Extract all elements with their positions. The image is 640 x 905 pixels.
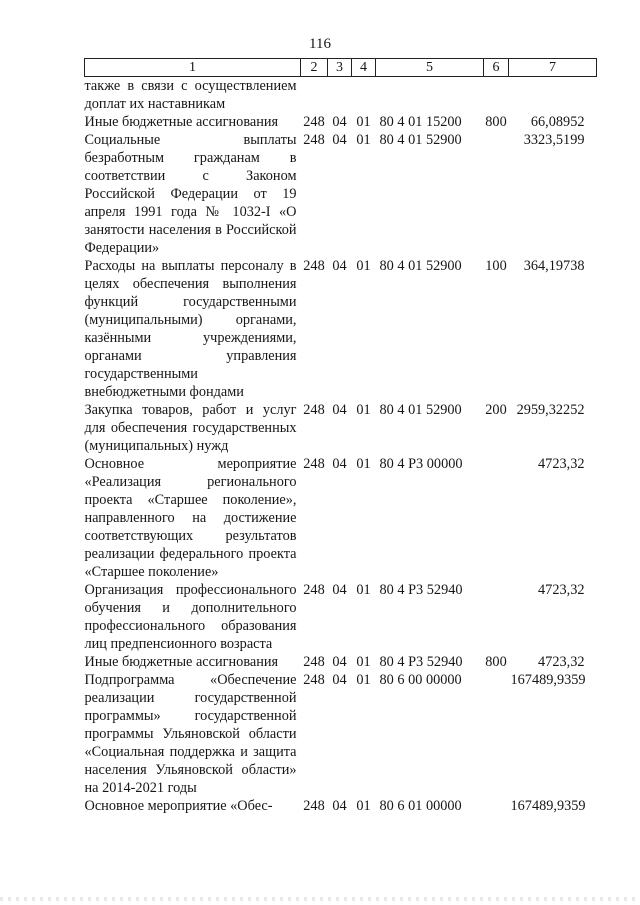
row-admin-code: 248 (303, 582, 325, 598)
row-subsection: 01 (356, 582, 371, 598)
row-section: 04 (332, 402, 347, 418)
row-name: Организация профессионального обучения и дополнительного профессионального образования лиц предпенсионного возраста (84, 582, 297, 652)
row-target-code: 80 4 01 52900 (379, 132, 462, 148)
row-name: Социальные выплаты безработным гражданам в соответствии с Законом Российской Федерации от 19 апреля 1991 года № 1032-I «О занятости населения в Российской Федерации» (84, 132, 297, 256)
row-admin-code: 248 (303, 258, 325, 274)
row-name: Иные бюджетные ассигнования (84, 114, 279, 130)
row-name: Подпрограмма «Обеспечение реализации государственной программы» государственной программы Ульяновской области «Социальная поддержка и защита населения Ульяновской области» на 2014-2021 годы (84, 672, 297, 796)
row-name: Основное мероприятие «Обес- (84, 798, 273, 814)
column-header-4: 4 (352, 59, 376, 77)
row-section: 04 (332, 114, 347, 130)
row-target-code: 80 4 Р3 52940 (379, 582, 463, 598)
table-row (85, 401, 597, 455)
row-expense-type (484, 455, 509, 581)
row-target-code (376, 77, 484, 114)
row-amount: 3323,5199 (523, 132, 585, 148)
row-name: также в связи с осуществлением доплат их наставникам (84, 78, 297, 112)
column-header-7: 7 (509, 59, 597, 77)
row-section: 04 (332, 654, 347, 670)
table-row (85, 77, 597, 114)
row-admin-code: 248 (303, 672, 325, 688)
row-expense-type: 800 (485, 114, 507, 130)
row-section: 04 (332, 672, 347, 688)
row-target-code: 80 4 01 52900 (379, 258, 462, 274)
row-target-code: 80 4 01 15200 (379, 114, 462, 130)
row-target-code: 80 4 Р3 00000 (379, 456, 463, 472)
table-row (85, 257, 597, 401)
table-row (85, 671, 597, 797)
table-header (85, 59, 597, 77)
row-admin-code: 248 (303, 114, 325, 130)
row-subsection: 01 (356, 402, 371, 418)
row-target-code: 80 4 01 52900 (379, 402, 462, 418)
row-section: 04 (332, 258, 347, 274)
row-subsection: 01 (356, 258, 371, 274)
row-amount: 4723,32 (538, 582, 585, 598)
row-amount: 364,19738 (523, 258, 585, 274)
scan-edge-dots (0, 897, 640, 901)
row-target-code: 80 6 00 00000 (379, 672, 462, 688)
row-amount: 4723,32 (538, 456, 585, 472)
row-admin-code: 248 (303, 456, 325, 472)
column-header-5: 5 (376, 59, 484, 77)
row-section: 04 (332, 132, 347, 148)
row-section: 04 (332, 582, 347, 598)
row-subsection: 01 (356, 654, 371, 670)
row-amount: 2959,32252 (516, 402, 585, 418)
column-header-6: 6 (484, 59, 509, 77)
row-amount: 66,08952 (530, 114, 585, 130)
row-section: 04 (332, 456, 347, 472)
row-expense-type (484, 77, 509, 114)
budget-table (84, 58, 597, 815)
table-row (85, 797, 597, 815)
row-expense-type (484, 581, 509, 653)
row-name: Иные бюджетные ассигнования (84, 654, 279, 670)
row-name: Расходы на выплаты персоналу в целях обеспечения выполнения функций государственными (муниципальными) органами, казёнными учреждениями, органами управления государственными внебюджетными фондами (84, 258, 297, 400)
row-expense-type (484, 671, 509, 797)
row-amount (509, 77, 597, 114)
table-row (85, 653, 597, 671)
table-row (85, 455, 597, 581)
row-target-code: 80 4 Р3 52940 (379, 654, 463, 670)
row-amount: 167489,9359 (510, 798, 586, 814)
row-admin-code: 248 (303, 132, 325, 148)
table-row (85, 131, 597, 257)
row-section: 04 (332, 798, 347, 814)
column-header-3: 3 (328, 59, 352, 77)
row-subsection: 01 (356, 456, 371, 472)
row-expense-type (484, 131, 509, 257)
table-row (85, 113, 597, 131)
row-admin-code: 248 (303, 798, 325, 814)
row-name: Основное мероприятие «Реализация регионального проекта «Старшее поколение», направленного на достижение соответствующих результатов реализации федерального проекта «Старшее поколение» (84, 456, 297, 580)
row-subsection (352, 77, 376, 114)
row-admin-code (301, 77, 328, 114)
row-amount: 4723,32 (538, 654, 585, 670)
table-row (85, 581, 597, 653)
row-subsection: 01 (356, 672, 371, 688)
row-expense-type: 800 (485, 654, 507, 670)
column-header-1: 1 (85, 59, 301, 77)
row-section (328, 77, 352, 114)
row-subsection: 01 (356, 114, 371, 130)
row-name: Закупка товаров, работ и услуг для обеспечения государственных (муниципальных) нужд (84, 402, 297, 454)
row-expense-type: 100 (485, 258, 507, 274)
row-expense-type (484, 797, 509, 815)
row-amount: 167489,9359 (510, 672, 586, 688)
column-header-2: 2 (301, 59, 328, 77)
row-admin-code: 248 (303, 402, 325, 418)
page-number: 116 (309, 36, 331, 52)
row-subsection: 01 (356, 798, 371, 814)
row-expense-type: 200 (485, 402, 507, 418)
row-admin-code: 248 (303, 654, 325, 670)
row-target-code: 80 6 01 00000 (379, 798, 462, 814)
table-body (85, 77, 597, 816)
row-subsection: 01 (356, 132, 371, 148)
